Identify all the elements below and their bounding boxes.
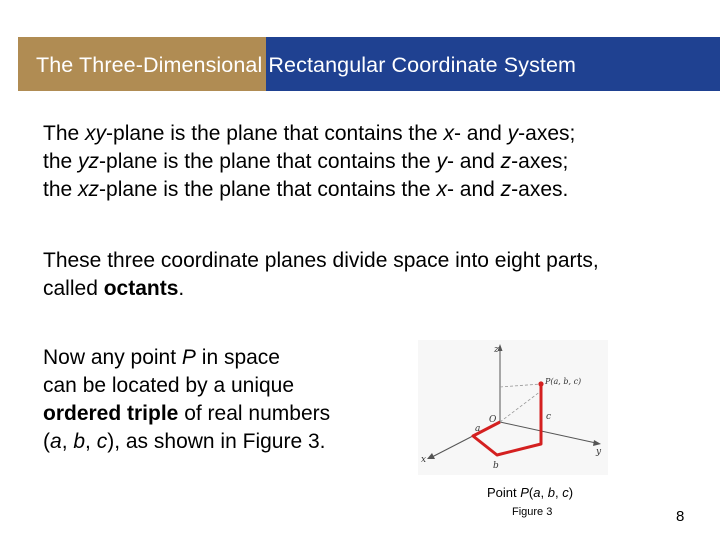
figure-label: Figure 3 (512, 506, 553, 518)
figure-caption: Point P(a, b, c) (487, 485, 574, 500)
y-label: y (596, 447, 602, 457)
x-label: x (421, 455, 427, 465)
origin-label: O (489, 415, 497, 425)
point-p-marker (538, 381, 543, 386)
title-bar (18, 37, 720, 91)
page-title: The Three-Dimensional Rectangular Coordinate System (36, 53, 577, 77)
point-label: P(a, b, c) (545, 377, 582, 386)
line: Now any point P in space (43, 346, 280, 369)
coordinate-figure (418, 340, 608, 475)
figure-background (418, 340, 608, 475)
c-label: c (546, 412, 552, 422)
z-label: z (494, 345, 499, 355)
line: ordered triple of real numbers (43, 402, 331, 425)
line: (a, b, c), as shown in Figure 3. (43, 430, 326, 453)
paragraph-octants (43, 247, 599, 303)
line: can be located by a unique (43, 374, 295, 397)
line: These three coordinate planes divide space into eight parts, (43, 249, 599, 272)
line: The xy-plane is the plane that contains the x- and y-axes; (43, 122, 576, 145)
line: the xz-plane is the plane that contains the x- and z-axes. (43, 178, 569, 201)
line: the yz-plane is the plane that contains the y- and z-axes; (43, 150, 569, 173)
line: called octants. (43, 277, 185, 300)
page-number: 8 (676, 508, 685, 525)
a-label: a (475, 424, 481, 434)
b-label: b (493, 461, 499, 471)
paragraph-ordered-triple (43, 344, 330, 456)
paragraph-coordinate-planes (43, 120, 575, 204)
